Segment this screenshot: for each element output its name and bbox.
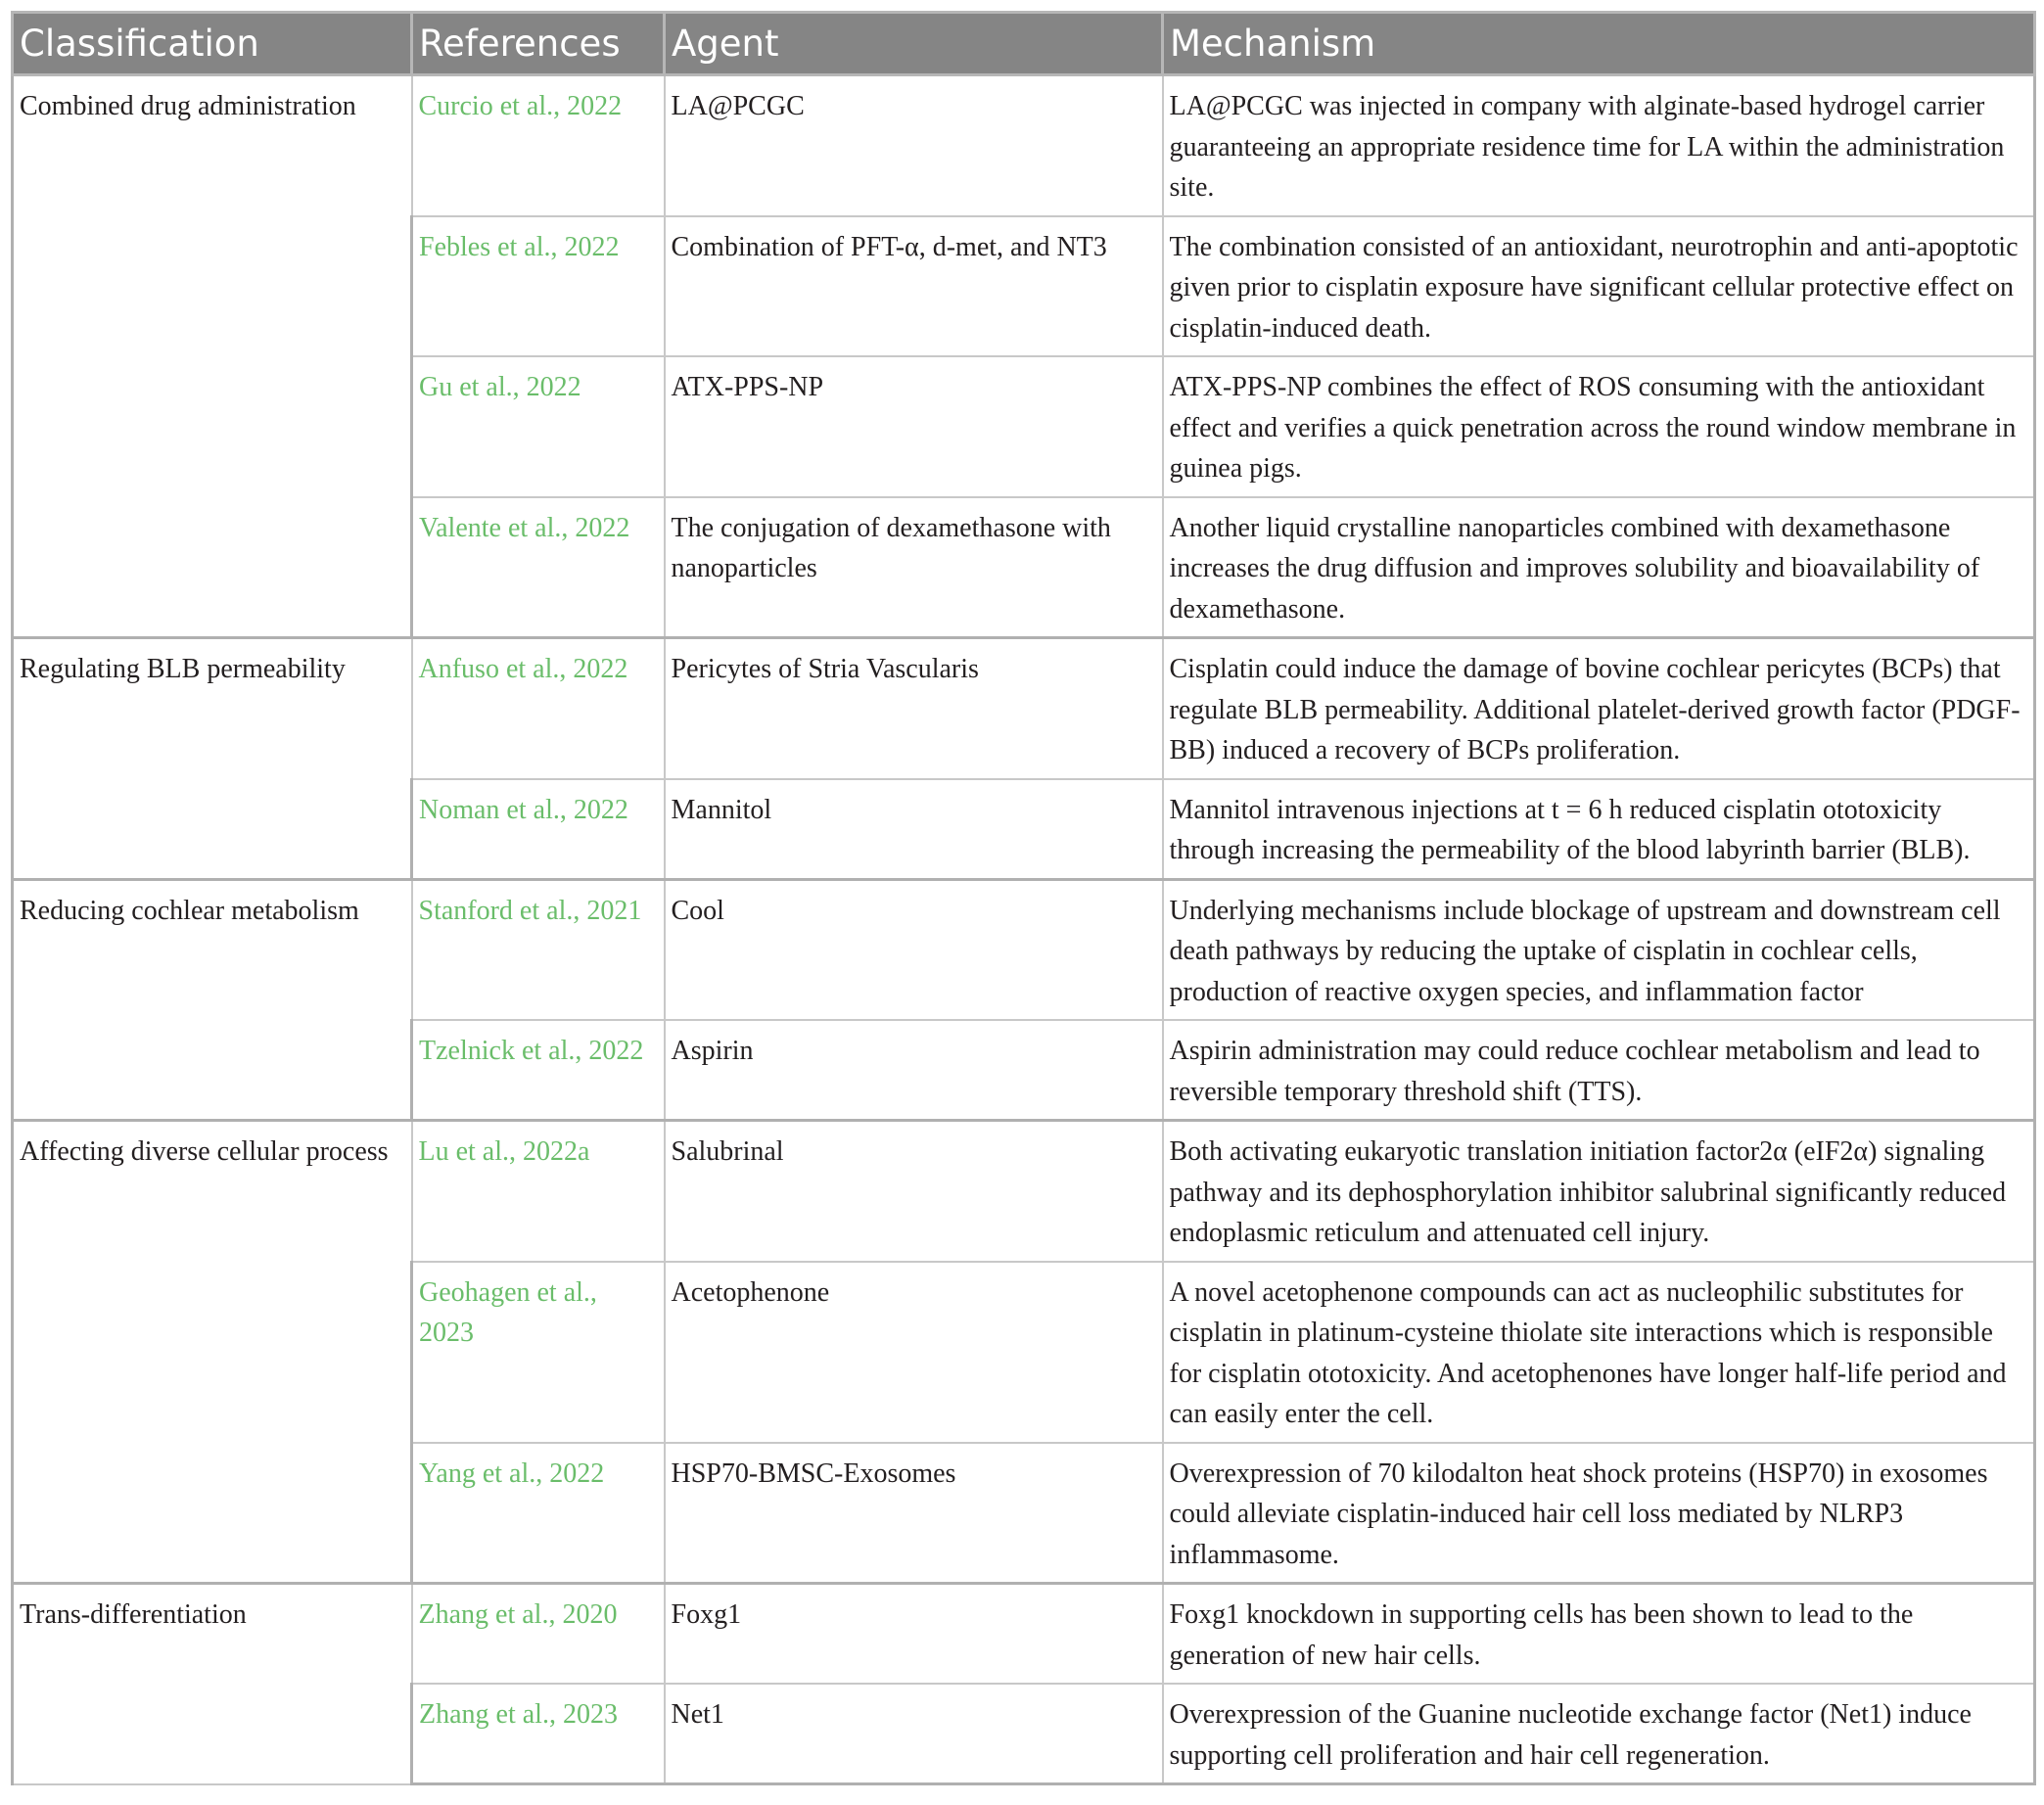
table-row (13, 1121, 2035, 1262)
reference-link[interactable]: Tzelnick et al., 2022 (412, 1020, 665, 1121)
mechanism-cell: Aspirin administration may could reduce cochlear metabolism and lead to reversible temporary threshold shift (TTS). (1163, 1020, 2035, 1121)
header-classification: Classification (13, 13, 412, 75)
mechanism-cell: LA@PCGC was injected in company with alginate-based hydrogel carrier guaranteeing an appropriate residence time for LA within the administration site. (1163, 75, 2035, 216)
reference-link[interactable]: Lu et al., 2022a (412, 1121, 665, 1262)
agent-cell: Cool (665, 879, 1163, 1020)
agent-cell: Salubrinal (665, 1121, 1163, 1262)
classification-cell: Regulating BLB permeability (13, 638, 412, 880)
agent-cell: The conjugation of dexamethasone with nanoparticles (665, 497, 1163, 638)
table-row (13, 1584, 2035, 1685)
mechanism-cell: Overexpression of the Guanine nucleotide exchange factor (Net1) induce supporting cell proliferation and hair cell regeneration. (1163, 1684, 2035, 1784)
agent-cell: Combination of PFT-α, d-met, and NT3 (665, 216, 1163, 357)
mechanism-cell: Underlying mechanisms include blockage of upstream and downstream cell death pathways by reducing the uptake of cisplatin in cochlear cells, production of reactive oxygen species, and inflammation factor (1163, 879, 2035, 1020)
mechanism-cell: Mannitol intravenous injections at t = 6 h reduced cisplatin ototoxicity through increasing the permeability of the blood labyrinth barrier (BLB). (1163, 779, 2035, 880)
agent-cell: ATX-PPS-NP (665, 356, 1163, 497)
classification-cell: Affecting diverse cellular process (13, 1121, 412, 1584)
reference-link[interactable]: Anfuso et al., 2022 (412, 638, 665, 779)
agent-cell: Foxg1 (665, 1584, 1163, 1685)
agent-cell: Pericytes of Stria Vascularis (665, 638, 1163, 779)
header-agent: Agent (665, 13, 1163, 75)
reference-link[interactable]: Geohagen et al., 2023 (412, 1262, 665, 1443)
mechanism-cell: Another liquid crystalline nanoparticles combined with dexamethasone increases the drug diffusion and improves solubility and bioavailability of dexamethasone. (1163, 497, 2035, 638)
mechanism-cell: The combination consisted of an antioxidant, neurotrophin and anti-apoptotic given prior to cisplatin exposure have significant cellular protective effect on cisplatin-induced death. (1163, 216, 2035, 357)
reference-link[interactable]: Noman et al., 2022 (412, 779, 665, 880)
classification-cell: Combined drug administration (13, 75, 412, 638)
header-mechanism: Mechanism (1163, 13, 2035, 75)
reference-link[interactable]: Gu et al., 2022 (412, 356, 665, 497)
mechanism-cell: Cisplatin could induce the damage of bovine cochlear pericytes (BCPs) that regulate BLB permeability. Additional platelet-derived growth factor (PDGF-BB) induced a recovery of BCPs proliferation. (1163, 638, 2035, 779)
mechanism-cell: A novel acetophenone compounds can act as nucleophilic substitutes for cisplatin in platinum-cysteine thiolate site interactions which is responsible for cisplatin ototoxicity. And acetophenones have longer half-life period and can easily enter the cell. (1163, 1262, 2035, 1443)
reference-link[interactable]: Yang et al., 2022 (412, 1443, 665, 1584)
reference-link[interactable]: Stanford et al., 2021 (412, 879, 665, 1020)
header-row (13, 13, 2035, 75)
agent-cell: Aspirin (665, 1020, 1163, 1121)
agent-cell: LA@PCGC (665, 75, 1163, 216)
agent-cell: Acetophenone (665, 1262, 1163, 1443)
reference-link[interactable]: Valente et al., 2022 (412, 497, 665, 638)
table-header (13, 13, 2035, 75)
table-body (13, 75, 2035, 1784)
reference-link[interactable]: Zhang et al., 2020 (412, 1584, 665, 1685)
reference-link[interactable]: Curcio et al., 2022 (412, 75, 665, 216)
table-row (13, 879, 2035, 1020)
table-row (13, 638, 2035, 779)
agent-cell: HSP70-BMSC-Exosomes (665, 1443, 1163, 1584)
mechanism-cell: Foxg1 knockdown in supporting cells has been shown to lead to the generation of new hair cells. (1163, 1584, 2035, 1685)
table-container (11, 11, 2033, 1785)
reference-link[interactable]: Febles et al., 2022 (412, 216, 665, 357)
classification-cell: Trans-differentiation (13, 1584, 412, 1784)
table-row (13, 75, 2035, 216)
mechanism-cell: Overexpression of 70 kilodalton heat shock proteins (HSP70) in exosomes could alleviate cisplatin-induced hair cell loss mediated by NLRP3 inflammasome. (1163, 1443, 2035, 1584)
data-table (11, 11, 2036, 1785)
mechanism-cell: Both activating eukaryotic translation initiation factor2α (eIF2α) signaling pathway and its dephosphorylation inhibitor salubrinal significantly reduced endoplasmic reticulum and attenuated cell injury. (1163, 1121, 2035, 1262)
classification-cell: Reducing cochlear metabolism (13, 879, 412, 1121)
agent-cell: Mannitol (665, 779, 1163, 880)
agent-cell: Net1 (665, 1684, 1163, 1784)
header-references: References (412, 13, 665, 75)
reference-link[interactable]: Zhang et al., 2023 (412, 1684, 665, 1784)
mechanism-cell: ATX-PPS-NP combines the effect of ROS consuming with the antioxidant effect and verifies a quick penetration across the round window membrane in guinea pigs. (1163, 356, 2035, 497)
